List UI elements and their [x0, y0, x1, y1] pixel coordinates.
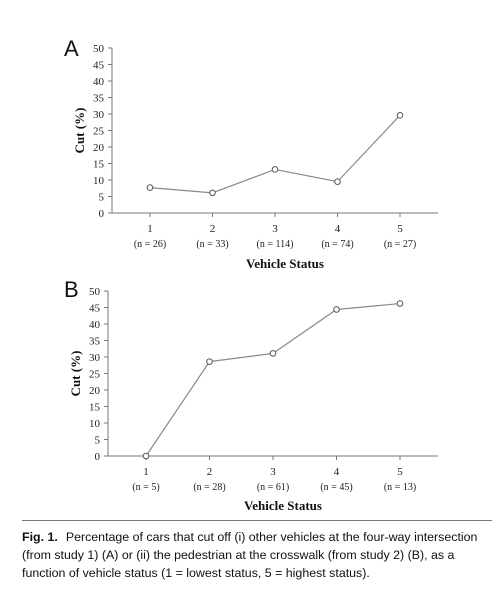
panel-a-series-line — [150, 115, 400, 193]
panel-a-y-tick-label: 40 — [93, 76, 104, 88]
panel-b-sample-size-label: (n = 13) — [383, 482, 417, 493]
panel-b-y-tick-label: 10 — [89, 418, 100, 430]
panel-b-y-tick-label: 50 — [89, 286, 100, 298]
panel-b-y-tick-label: 40 — [89, 319, 100, 331]
panel-b-sample-size-label: (n = 5) — [132, 482, 160, 493]
panel-a-data-point — [210, 190, 216, 196]
panel-a-y-tick-label: 35 — [93, 92, 104, 105]
panel-a-data-point — [147, 185, 153, 191]
panel-a-data-point — [272, 167, 278, 173]
panel-a-y-tick-label: 30 — [93, 109, 104, 121]
panel-a-sample-size-label: (n = 114) — [256, 239, 294, 250]
panel-b-x-tick-label: 2 — [206, 466, 213, 478]
panel-a-y-tick-label: 15 — [93, 158, 104, 171]
panel-a-sample-size-label: (n = 27) — [383, 239, 417, 250]
caption-label: Fig. 1. — [22, 530, 58, 544]
panel-b-sample-size-label: (n = 28) — [193, 482, 226, 493]
panel-b-x-axis-title: Vehicle Status — [244, 498, 322, 513]
panel-b-y-axis-title: Cut (%) — [68, 350, 83, 397]
figure-caption — [22, 528, 492, 582]
panel-b-data-point — [207, 359, 213, 365]
panel-a-sample-size-label: (n = 74) — [321, 239, 354, 250]
panel-b-x-tick-label: 4 — [333, 466, 340, 478]
panel-a-data-point — [397, 113, 403, 119]
panel-a-x-tick-label: 4 — [334, 223, 341, 235]
panel-a-x-tick-label: 2 — [209, 223, 216, 235]
panel-b-sample-size-label: (n = 61) — [256, 482, 290, 493]
panel-a-y-tick-label: 20 — [93, 142, 104, 154]
panel-a-x-axis-title: Vehicle Status — [246, 256, 324, 271]
panel-a — [64, 36, 438, 271]
panel-a-x-tick-label: 1 — [147, 223, 153, 235]
panel-a-y-tick-label: 50 — [93, 43, 104, 55]
caption-text: Percentage of cars that cut off (i) other vehicles at the four-way intersection (from study 1) (A) or (ii) the pedestrian at the crosswalk (from study 2) (B), as a function of vehicle status (1 = lowest status, 5 = highest status). — [22, 530, 478, 580]
panel-a-sample-size-label: (n = 33) — [196, 239, 229, 250]
panel-b-sample-size-label: (n = 45) — [320, 482, 353, 493]
panel-b-letter: B — [64, 277, 79, 302]
panel-b-data-point — [334, 307, 340, 313]
panel-b-x-tick-label: 5 — [397, 466, 403, 478]
panel-a-data-point — [335, 179, 341, 185]
panel-b-y-tick-label: 45 — [89, 302, 100, 315]
panel-b-data-point — [143, 453, 149, 459]
panel-a-y-tick-label: 45 — [93, 59, 104, 72]
panel-a-y-axis-title: Cut (%) — [72, 107, 87, 154]
panel-b-y-tick-label: 0 — [94, 451, 100, 463]
panel-a-y-tick-label: 5 — [98, 191, 104, 204]
panel-b — [64, 277, 438, 513]
panel-a-x-tick-label: 5 — [397, 223, 403, 235]
panel-b-data-point — [270, 351, 276, 357]
panel-a-y-tick-label: 0 — [98, 208, 104, 220]
panel-b-y-tick-label: 35 — [89, 335, 100, 348]
panel-a-y-tick-label: 25 — [93, 125, 104, 138]
panel-a-y-tick-label: 10 — [93, 175, 104, 187]
panel-b-y-tick-label: 20 — [89, 385, 100, 397]
panel-b-y-tick-label: 30 — [89, 352, 100, 364]
panel-b-y-tick-label: 25 — [89, 368, 100, 381]
panel-a-sample-size-label: (n = 26) — [133, 239, 167, 250]
caption-rule — [22, 520, 492, 521]
panel-b-y-tick-label: 5 — [94, 434, 100, 447]
panel-a-x-tick-label: 3 — [272, 223, 278, 235]
panel-b-data-point — [397, 301, 403, 307]
panel-a-letter: A — [64, 36, 79, 61]
panel-b-x-tick-label: 1 — [143, 466, 149, 478]
panel-b-y-tick-label: 15 — [89, 401, 100, 414]
panel-b-x-tick-label: 3 — [270, 466, 276, 478]
panel-b-series-line — [146, 304, 400, 456]
